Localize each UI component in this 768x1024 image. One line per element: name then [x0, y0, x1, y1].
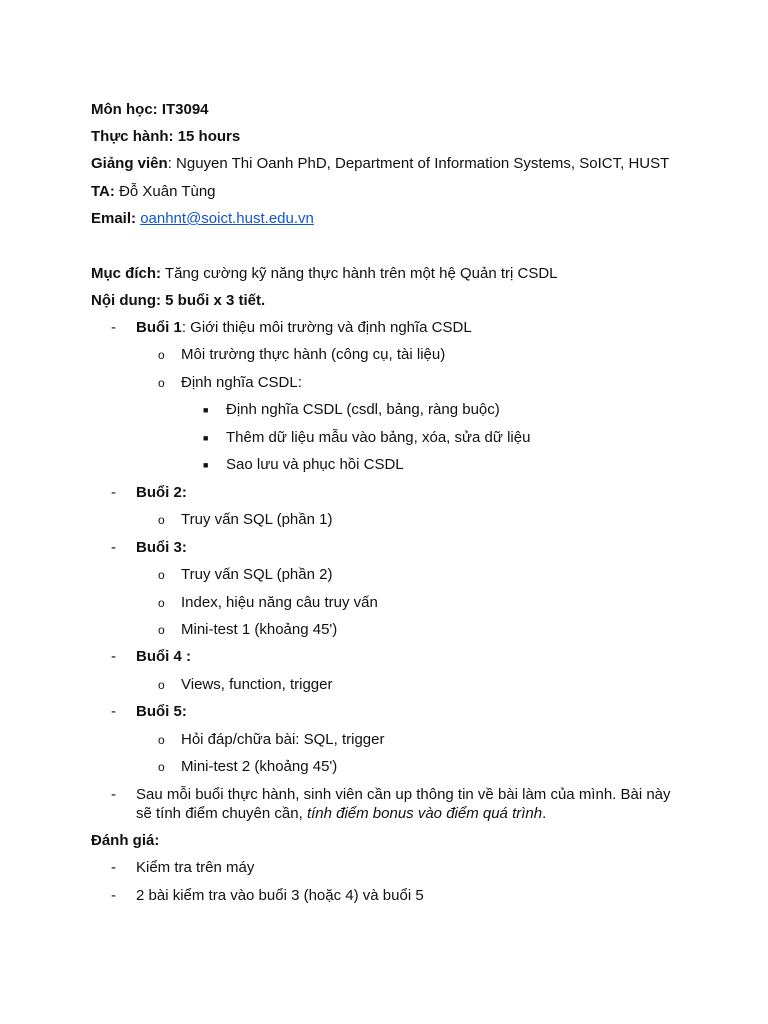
session-label: Buổi 4 :	[136, 648, 191, 665]
ta-value: Đỗ Xuân Tùng	[119, 183, 216, 200]
content-heading: Nội dung: 5 buổi x 3 tiết.	[91, 292, 266, 309]
email-line	[91, 209, 314, 229]
session-subitem-text: Views, function, trigger	[181, 676, 333, 693]
ta-line	[91, 182, 216, 202]
dash-marker: -	[111, 887, 116, 904]
session-subsubitem-text: Định nghĩa CSDL (csdl, bảng, ràng buộc)	[226, 401, 500, 418]
dash-marker: -	[111, 786, 116, 803]
session-label: Buổi 1	[136, 319, 182, 336]
lecturer-label: Giảng viên	[91, 155, 168, 172]
note-line-1: Sau mỗi buổi thực hành, sinh viên cần up thông tin về bài làm của mình. Bài này	[136, 786, 671, 803]
ta-label: TA:	[91, 183, 115, 200]
circle-marker: o	[158, 596, 165, 610]
session-subitem-text: Định nghĩa CSDL:	[181, 374, 302, 391]
circle-marker: o	[158, 733, 165, 747]
purpose-value: Tăng cường kỹ năng thực hành trên một hệ Quản trị CSDL	[164, 265, 558, 282]
course-label: Môn học:	[91, 101, 158, 118]
evaluation-heading: Đánh giá:	[91, 832, 160, 849]
circle-marker: o	[158, 760, 165, 774]
dash-marker: -	[111, 319, 116, 336]
session-subitem-text: Hỏi đáp/chữa bài: SQL, trigger	[181, 731, 385, 748]
dash-marker: -	[111, 703, 116, 720]
course-line	[91, 100, 209, 120]
evaluation-item-text: 2 bài kiểm tra vào buổi 3 (hoặc 4) và buổi 5	[136, 887, 424, 904]
purpose-label: Mục đích:	[91, 265, 161, 282]
practice-value: 15 hours	[177, 128, 241, 145]
dash-marker: -	[111, 859, 116, 876]
note-line-2-plain: sẽ tính điểm chuyên cần,	[136, 805, 307, 822]
practice-label: Thực hành:	[91, 128, 174, 145]
session-subsubitem-text: Sao lưu và phục hồi CSDL	[226, 456, 404, 473]
session-label: Buổi 2:	[136, 484, 187, 501]
session-subitem-text: Mini-test 1 (khoảng 45')	[181, 621, 338, 638]
note-line-2	[136, 804, 546, 824]
session-subitem-text: Index, hiệu năng câu truy vấn	[181, 594, 378, 611]
circle-marker: o	[158, 568, 165, 582]
practice-line	[91, 127, 240, 147]
square-marker: ■	[203, 460, 209, 470]
square-marker: ■	[203, 405, 209, 415]
dash-marker: -	[111, 484, 116, 501]
circle-marker: o	[158, 376, 165, 390]
evaluation-item-text: Kiểm tra trên máy	[136, 859, 255, 876]
course-value: IT3094	[161, 101, 209, 118]
session-label: Buổi 5:	[136, 703, 187, 720]
session-subitem-text: Môi trường thực hành (công cụ, tài liệu)	[181, 346, 446, 363]
email-label: Email:	[91, 210, 137, 227]
session-suffix: : Giới thiệu môi trường và định nghĩa CSDL	[181, 319, 472, 336]
lecturer-value: : Nguyen Thi Oanh PhD, Department of Information Systems, SoICT, HUST	[167, 155, 670, 172]
session-subsubitem-text: Thêm dữ liệu mẫu vào bảng, xóa, sửa dữ liệu	[226, 429, 531, 446]
circle-marker: o	[158, 678, 165, 692]
circle-marker: o	[158, 348, 165, 362]
square-marker: ■	[203, 433, 209, 443]
session-subitem-text: Mini-test 2 (khoảng 45')	[181, 758, 338, 775]
session-label: Buổi 3:	[136, 539, 187, 556]
note-line-2-italic: tính điểm bonus vào điểm quá trình	[306, 805, 543, 822]
session-subitem-text: Truy vấn SQL (phần 2)	[181, 566, 333, 583]
lecturer-line	[91, 154, 669, 174]
email-link[interactable]: oanhnt@soict.hust.edu.vn	[140, 210, 314, 227]
circle-marker: o	[158, 623, 165, 637]
note-line-2-end: .	[542, 805, 547, 822]
circle-marker: o	[158, 513, 165, 527]
dash-marker: -	[111, 539, 116, 556]
dash-marker: -	[111, 648, 116, 665]
purpose-line	[91, 264, 558, 284]
session-subitem-text: Truy vấn SQL (phần 1)	[181, 511, 333, 528]
